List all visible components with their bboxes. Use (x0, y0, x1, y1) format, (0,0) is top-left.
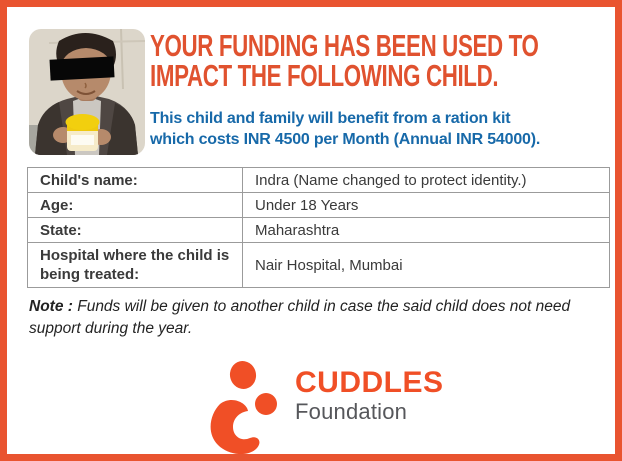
logo-text (295, 359, 444, 425)
table-row-hospital (28, 243, 610, 288)
logo-name: CUDDLES (295, 366, 444, 399)
child-photo (29, 29, 145, 155)
row-label: Age: (28, 193, 243, 218)
row-label: Child's name: (28, 168, 243, 193)
row-value: Under 18 Years (243, 193, 610, 218)
note-prefix: Note : (29, 298, 73, 315)
row-label: Hospital where the child is being treated: (28, 243, 243, 288)
row-value: Nair Hospital, Mumbai (243, 243, 610, 288)
benefit-subtitle-line1: This child and family will benefit from a ration kit (150, 110, 511, 127)
row-label: State: (28, 218, 243, 243)
logo-subname: Foundation (295, 399, 408, 424)
mother-child-icon (209, 359, 281, 454)
row-value: Indra (Name changed to protect identity.) (243, 168, 610, 193)
page-title-line2: IMPACT THE FOLLOWING CHILD. (150, 58, 499, 93)
benefit-subtitle (150, 108, 540, 150)
cuddles-foundation-logo (209, 359, 444, 454)
table-row-state (28, 218, 610, 243)
child-photo-illustration (29, 29, 145, 155)
yellow-jar (66, 114, 100, 151)
table-row-age (28, 193, 610, 218)
page-title-line1: YOUR FUNDING HAS BEEN USED TO (150, 28, 539, 63)
note-body: Funds will be given to another child in case the said child does not need support during the year. (29, 298, 571, 337)
page-title (150, 28, 539, 93)
note-text (29, 296, 609, 340)
privacy-bar (50, 56, 115, 80)
table-row-child-name (28, 168, 610, 193)
child-details-table (27, 167, 610, 288)
row-value: Maharashtra (243, 218, 610, 243)
benefit-subtitle-line2: which costs INR 4500 per Month (Annual INR 54000). (150, 131, 541, 148)
